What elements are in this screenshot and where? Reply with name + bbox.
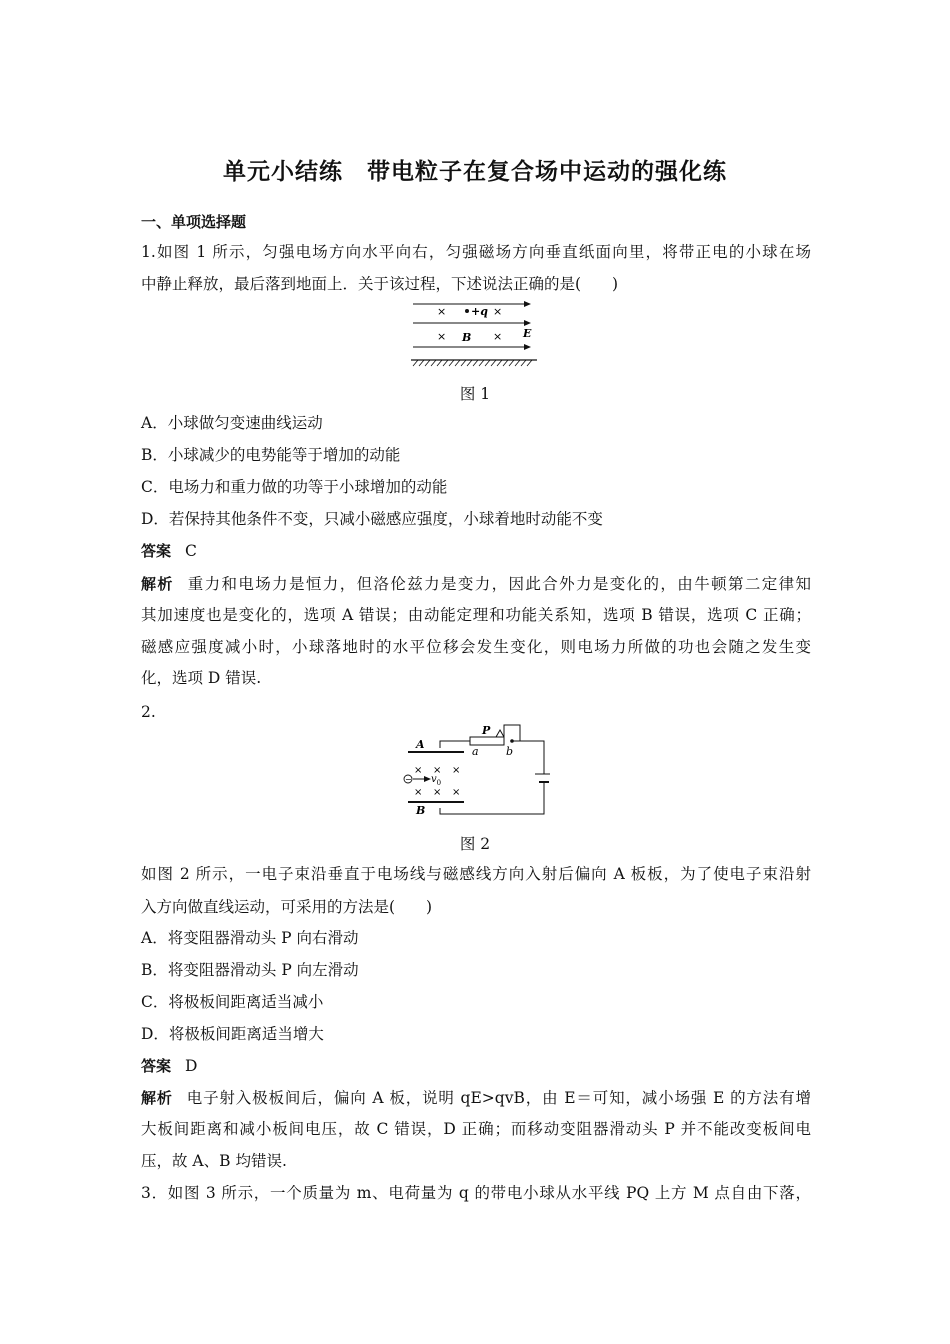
plate-b-label: B (416, 804, 426, 817)
charge-label: +q (471, 305, 488, 318)
q2-option-a: A．将变阻器滑动头 P 向右滑动 (141, 929, 359, 947)
analysis-label: 解析 (141, 575, 174, 593)
figure-2-circuit-diagram (400, 718, 550, 822)
q1-stem-line-2: 中静止释放，最后落到地面上．关于该过程，下述说法正确的是( ) (141, 275, 619, 293)
q1-option-a: A．小球做匀变速曲线运动 (141, 414, 323, 432)
q1-option-b: B．小球减少的电势能等于增加的动能 (141, 446, 401, 464)
analysis-text: 重力和电场力是恒力，但洛伦兹力是变力，因此合外力是变化的，由牛顿第二定律知 (187, 575, 811, 593)
slider-label: P (482, 724, 491, 737)
q2-analysis-line-2: 大板间距离和减小板间电压，故 C 错误，D 正确；而移动变阻器滑动头 P 并不能改变板间电 (141, 1120, 811, 1138)
q1-analysis-line-1 (141, 574, 811, 594)
charged-ball (465, 309, 469, 313)
magnetic-cross: × (433, 765, 442, 776)
q2-stem-line-1: 如图 2 所示，一电子束沿垂直于电场线与磁感线方向入射后偏向 A 板板，为了使电子束沿射 (141, 865, 811, 883)
q1-option-d: D．若保持其他条件不变，只减小磁感应强度，小球着地时动能不变 (141, 510, 603, 528)
analysis-text: 电子射入极板间后，偏向 A 板，说明 qE>qvB，由 E＝可知，减小场强 E 的方法有增 (186, 1089, 811, 1107)
magnetic-cross: × (414, 765, 423, 776)
q2-option-b: B．将变阻器滑动头 P 向左滑动 (141, 961, 359, 979)
q3-stem-line-1: 3．如图 3 所示，一个质量为 m、电荷量为 q 的带电小球从水平线 PQ 上方 M 点自由下落， (141, 1184, 811, 1202)
slider-arrow (496, 730, 504, 737)
velocity-subscript: 0 (436, 779, 442, 787)
page-title: 单元小结练 带电粒子在复合场中运动的强化练 (223, 159, 727, 185)
magnetic-cross: × (437, 305, 447, 318)
section-heading: 一、单项选择题 (141, 213, 247, 231)
q2-analysis-line-3: 压，故 A、B 均错误. (141, 1152, 287, 1170)
answer-value: C (185, 542, 197, 560)
battery (535, 774, 550, 782)
node-a-label: a (472, 745, 479, 758)
analysis-label: 解析 (141, 1089, 173, 1107)
rheostat (470, 737, 504, 745)
answer-label: 答案 (141, 1057, 172, 1075)
q2-option-c: C．将极板间距离适当减小 (141, 993, 324, 1011)
magnetic-cross: × (414, 787, 423, 798)
q1-analysis-line-2: 其加速度也是变化的，选项 A 错误；由动能定理和功能关系知，选项 B 错误，选项 C 正确； (141, 606, 811, 624)
magnetic-cross: × (493, 305, 503, 318)
electric-field-label: E (523, 327, 532, 340)
figure-2-caption: 图 2 (459, 835, 491, 853)
node-b-dot (510, 739, 514, 743)
q1-option-c: C．电场力和重力做的功等于小球增加的动能 (141, 478, 448, 496)
magnetic-cross: × (493, 330, 503, 343)
q2-answer (141, 1056, 811, 1076)
magnetic-cross: × (437, 330, 447, 343)
q1-stem-line-1: 1.如图 1 所示，匀强电场方向水平向右，匀强磁场方向垂直纸面向里，将带正电的小球在场 (141, 243, 811, 261)
magnetic-cross: × (452, 765, 461, 776)
magnetic-cross: × (452, 787, 461, 798)
electron-sign: − (405, 775, 412, 784)
magnetic-cross: × (433, 787, 442, 798)
ground-surface (411, 360, 537, 366)
plate-a-label: A (416, 738, 425, 751)
q2-option-d: D．将极板间距离适当增大 (141, 1025, 324, 1043)
figure-1-field-diagram (405, 296, 545, 370)
figure-1-caption: 图 1 (459, 385, 491, 403)
q1-analysis-line-4: 化，选项 D 错误. (141, 669, 262, 687)
magnetic-field-label: B (462, 331, 472, 344)
q2-analysis-line-1 (141, 1088, 811, 1108)
velocity-symbol: v (431, 774, 437, 785)
q1-answer (141, 541, 811, 561)
q1-analysis-line-3: 磁感应强度减小时，小球落地时的水平位移会发生变化，则电场力所做的功也会随之发生变 (141, 638, 811, 656)
node-b-label: b (506, 745, 514, 758)
q2-number: 2. (141, 703, 156, 721)
answer-label: 答案 (141, 542, 172, 560)
q2-stem-line-2: 入方向做直线运动，可采用的方法是( ) (141, 898, 433, 916)
answer-value: D (185, 1057, 198, 1075)
